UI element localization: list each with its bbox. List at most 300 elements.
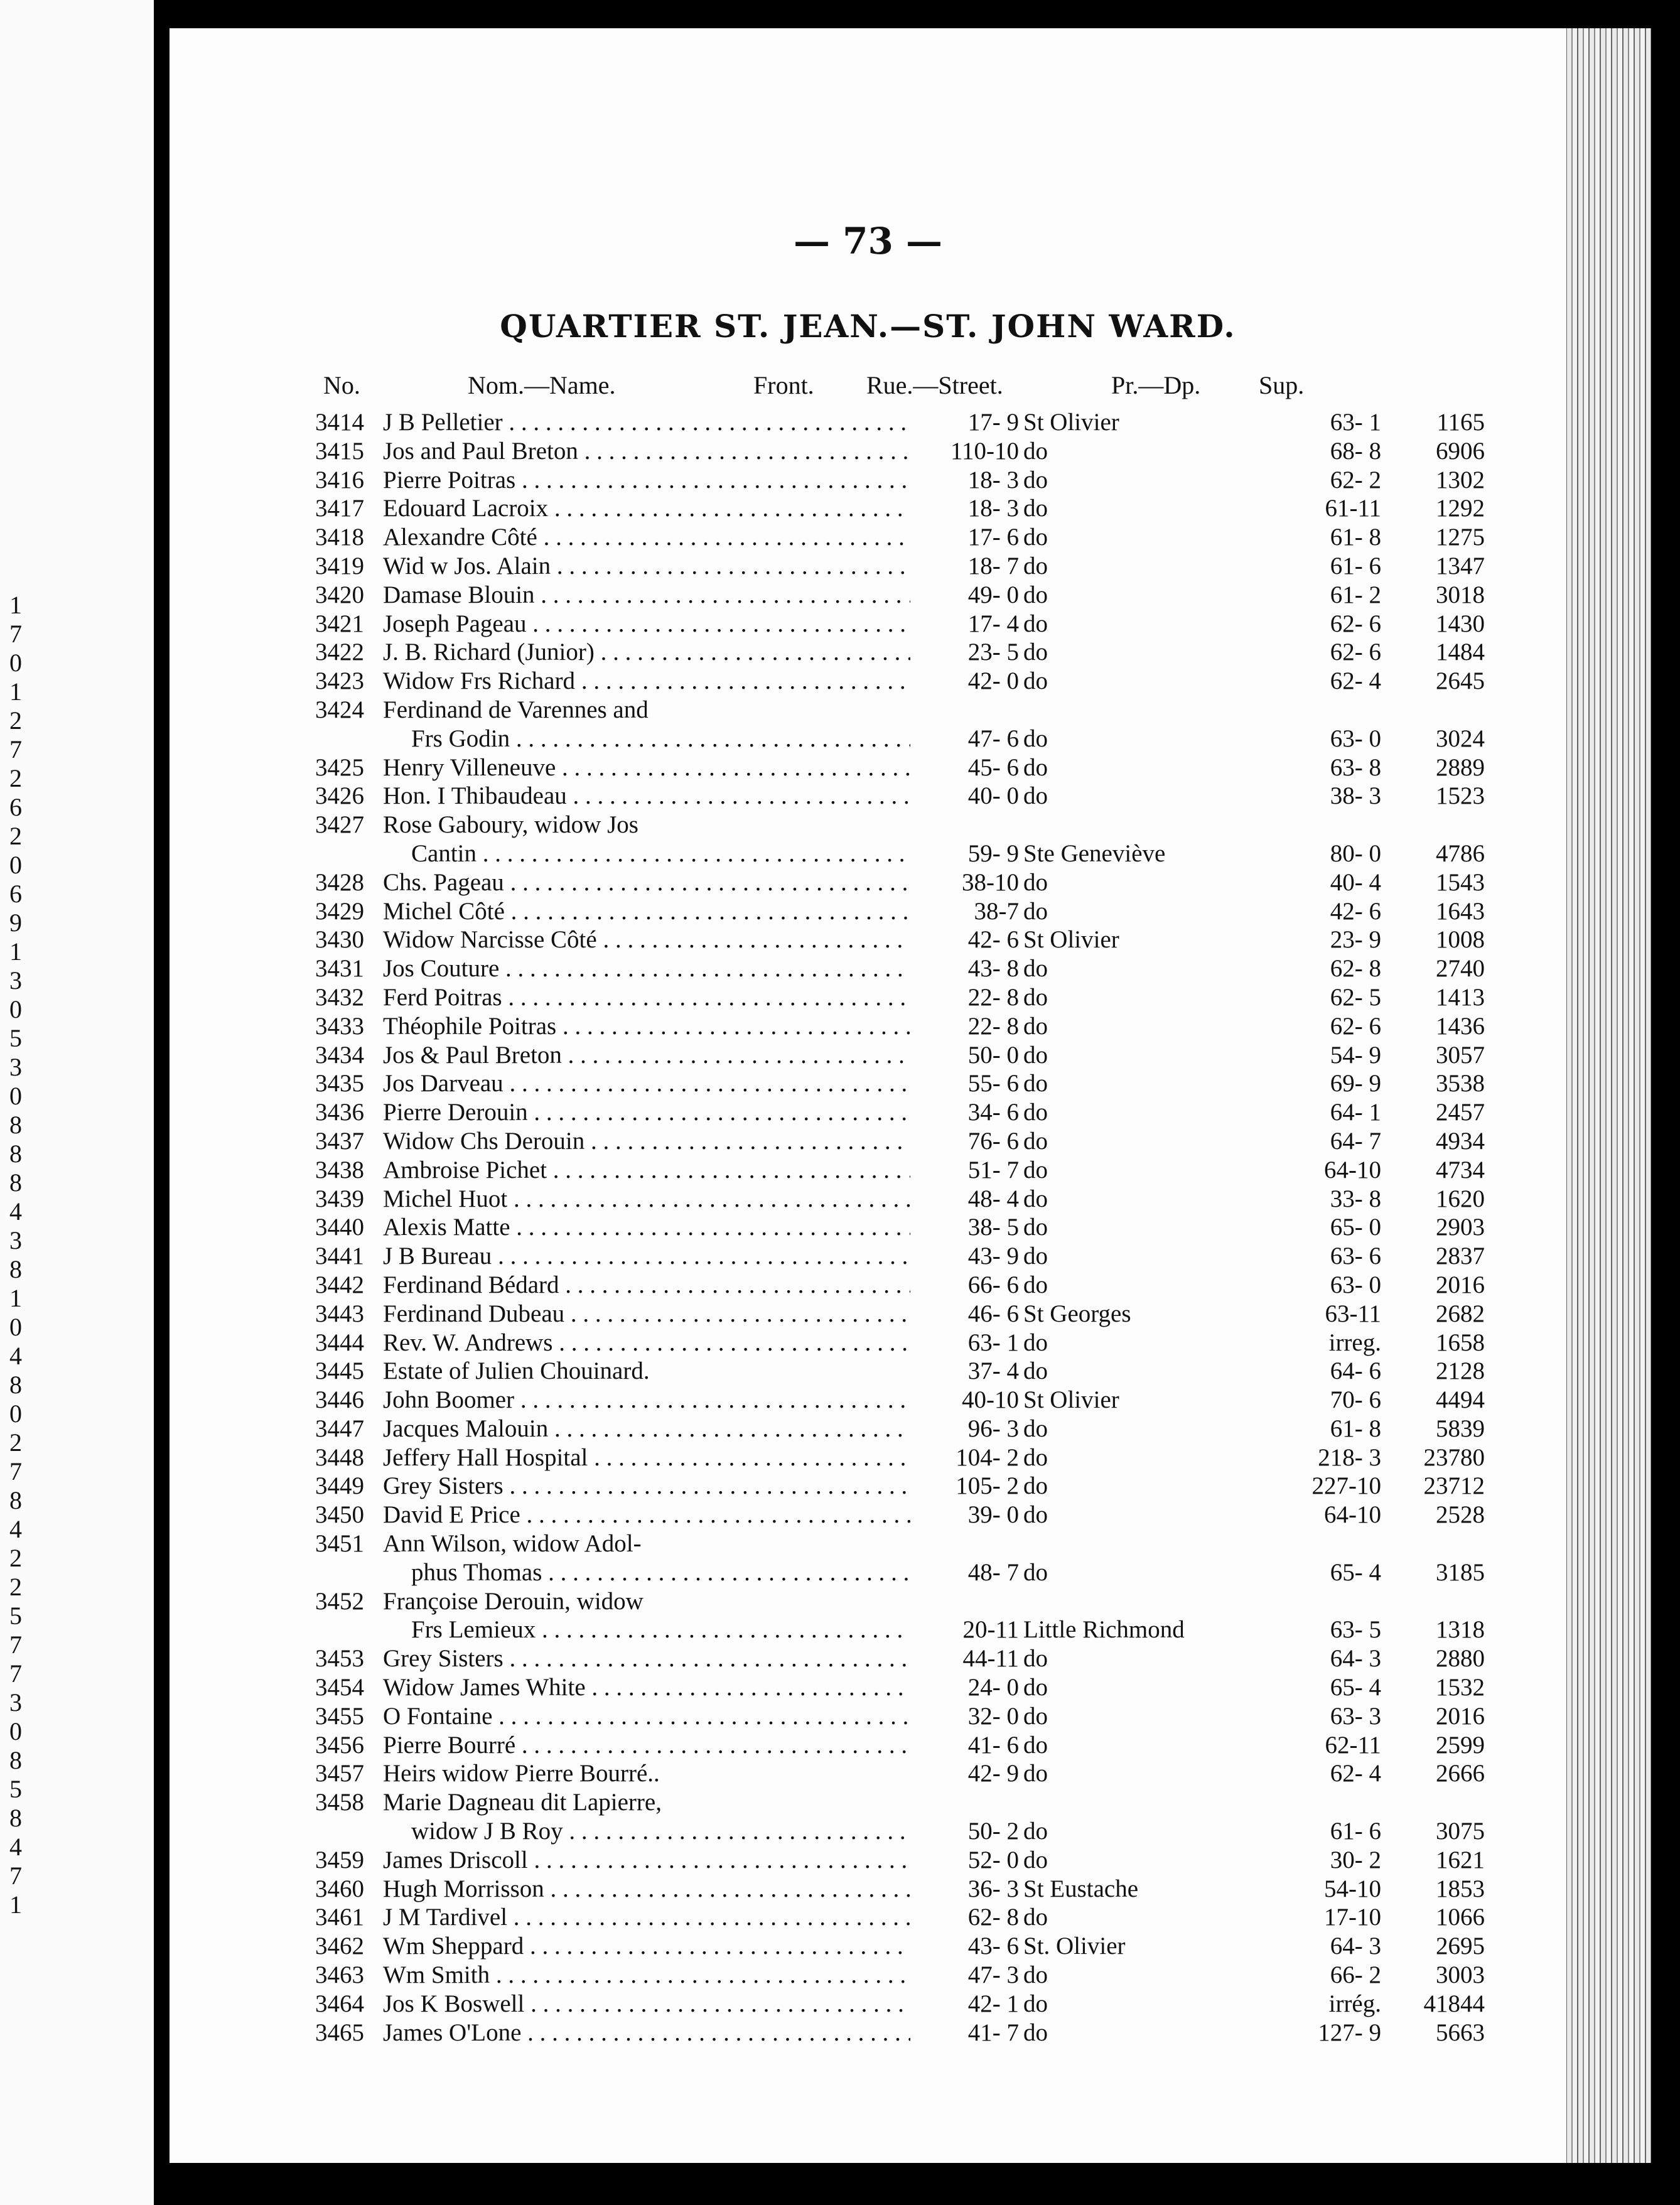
row-sup: 1275 (1436, 524, 1485, 551)
table-row (170, 1127, 1566, 1156)
table-row (170, 610, 1566, 639)
row-street: do (1023, 1846, 1048, 1873)
row-front: 37- 4 (913, 1357, 1019, 1385)
table-row (170, 1990, 1566, 2019)
row-sup: 1484 (1436, 639, 1485, 666)
row-prdp: 17-10 (1324, 1904, 1381, 1931)
table-row (170, 1615, 1566, 1644)
row-name: Joseph Pageau . . . (383, 610, 910, 638)
row-prdp: 40- 4 (1330, 868, 1381, 896)
row-sup: 1532 (1436, 1674, 1485, 1701)
row-street: do (1023, 1156, 1048, 1183)
row-sup: 2880 (1436, 1645, 1485, 1673)
table-row (170, 1443, 1566, 1472)
row-name: Henry Villeneuve . . . (383, 753, 910, 782)
row-sup: 3057 (1436, 1041, 1485, 1069)
facing-page-fragment: 7 (9, 1631, 22, 1659)
row-sup: 1620 (1436, 1185, 1485, 1212)
row-prdp: 33- 8 (1330, 1185, 1381, 1212)
table-row (170, 1069, 1566, 1098)
row-name: Grey Sisters . . . (383, 1644, 910, 1673)
row-name: Ferdinand Bédard . . . (383, 1271, 910, 1299)
row-number: 3459 (315, 1846, 364, 1873)
facing-page-fragment: 8 (9, 1168, 22, 1197)
row-front: 18- 3 (913, 466, 1019, 494)
table-row (170, 1731, 1566, 1760)
row-name: Jos Couture . . . (383, 954, 910, 983)
facing-page-fragment: 2 (9, 1573, 22, 1601)
row-number: 3439 (315, 1185, 364, 1212)
row-prdp: 62- 4 (1330, 667, 1381, 695)
table-row (170, 1386, 1566, 1415)
row-name: Pierre Derouin . . . (383, 1098, 910, 1126)
row-street: do (1023, 1702, 1048, 1730)
row-sup: 41844 (1423, 1990, 1485, 2017)
page-number: — 73 — (793, 220, 943, 262)
row-number: 3440 (315, 1214, 364, 1241)
row-street: do (1023, 1070, 1048, 1097)
row-prdp: 54- 9 (1330, 1041, 1381, 1069)
row-sup: 2128 (1436, 1357, 1485, 1385)
row-prdp: 38- 3 (1330, 782, 1381, 810)
row-front: 76- 6 (913, 1127, 1019, 1155)
row-street: do (1023, 1185, 1048, 1212)
row-name: Frs Godin . . . (383, 725, 910, 753)
column-headers (170, 370, 1566, 402)
row-sup: 2695 (1436, 1933, 1485, 1960)
row-name: Jos K Boswell . . . (383, 1990, 910, 2018)
row-front: 22- 8 (913, 1012, 1019, 1040)
row-street: do (1023, 1818, 1048, 1845)
table-row (170, 2019, 1566, 2047)
row-sup: 3003 (1436, 1961, 1485, 1989)
row-name: Rose Gaboury, widow Jos (383, 811, 638, 839)
table-row (170, 1271, 1566, 1300)
row-front: 18- 7 (913, 552, 1019, 580)
row-number: 3415 (315, 437, 364, 465)
row-street: do (1023, 1990, 1048, 2017)
facing-page-fragment: 1 (9, 591, 22, 619)
row-front: 62- 8 (913, 1903, 1019, 1931)
row-sup: 2837 (1436, 1243, 1485, 1270)
facing-page-fragment: 0 (9, 1399, 22, 1428)
property-table (170, 408, 1566, 2047)
table-row (170, 1185, 1566, 1214)
row-prdp: 64- 6 (1330, 1357, 1381, 1385)
row-prdp: 64- 1 (1330, 1099, 1381, 1126)
row-front: 20-11 (913, 1615, 1019, 1644)
row-prdp: 63- 6 (1330, 1243, 1381, 1270)
row-street: do (1023, 1443, 1048, 1471)
row-front: 22- 8 (913, 983, 1019, 1011)
row-street: do (1023, 610, 1048, 637)
facing-page-fragment: 6 (9, 880, 22, 908)
row-street: do (1023, 466, 1048, 493)
facing-page-fragment: 7 (9, 1457, 22, 1485)
facing-page-fragment: 4 (9, 1197, 22, 1226)
row-front: 34- 6 (913, 1098, 1019, 1126)
facing-page-fragment: 5 (9, 1775, 22, 1803)
table-row (170, 1472, 1566, 1501)
table-row (170, 1012, 1566, 1041)
facing-page-fragment: 3 (9, 1053, 22, 1081)
row-front: 44-11 (913, 1644, 1019, 1673)
row-street: do (1023, 1243, 1048, 1270)
table-row (170, 1817, 1566, 1846)
facing-page-fragment: 3 (9, 966, 22, 995)
row-street: do (1023, 1127, 1048, 1155)
row-name: Ann Wilson, widow Adol- (383, 1530, 642, 1558)
row-name: Jos & Paul Breton . . . (383, 1041, 910, 1069)
facing-page-fragment: 8 (9, 1746, 22, 1774)
row-number: 3416 (315, 466, 364, 493)
row-number: 3450 (315, 1501, 364, 1529)
row-front: 36- 3 (913, 1875, 1019, 1903)
row-prdp: 23- 9 (1330, 926, 1381, 954)
row-sup: 2457 (1436, 1099, 1485, 1126)
row-sup: 3075 (1436, 1818, 1485, 1845)
row-name: J M Tardivel . . . (383, 1903, 910, 1931)
row-name: Widow James White . . . (383, 1673, 910, 1701)
row-prdp: 62- 6 (1330, 639, 1381, 666)
row-front: 47- 6 (913, 725, 1019, 753)
row-street: do (1023, 1501, 1048, 1529)
row-number: 3458 (315, 1789, 364, 1816)
row-name: Ferd Poitras . . . (383, 983, 910, 1011)
row-prdp: 65- 4 (1330, 1674, 1381, 1701)
row-prdp: 30- 2 (1330, 1846, 1381, 1873)
row-front: 41- 7 (913, 2019, 1019, 2047)
table-row (170, 1415, 1566, 1443)
facing-page-fragment: 2 (9, 1544, 22, 1572)
facing-page-fragment: 7 (9, 1659, 22, 1688)
row-front: 46- 6 (913, 1300, 1019, 1328)
row-name: James O'Lone . . . (383, 2019, 910, 2047)
row-number: 3453 (315, 1645, 364, 1673)
row-front: 48- 7 (913, 1558, 1019, 1587)
row-name: Michel Côté . . . (383, 897, 910, 925)
row-name: Estate of Julien Chouinard. (383, 1357, 650, 1385)
row-street: do (1023, 897, 1048, 925)
row-street: do (1023, 1760, 1048, 1787)
facing-page-fragment: 0 (9, 995, 22, 1023)
row-street: do (1023, 1472, 1048, 1500)
table-row (170, 1242, 1566, 1271)
row-front: 17- 9 (913, 408, 1019, 436)
table-row (170, 897, 1566, 926)
table-row (170, 1501, 1566, 1529)
row-front: 43- 6 (913, 1932, 1019, 1960)
table-row (170, 696, 1566, 725)
row-prdp: 62- 6 (1330, 1012, 1381, 1040)
row-number: 3429 (315, 897, 364, 925)
row-sup: 2889 (1436, 753, 1485, 781)
row-sup: 4734 (1436, 1156, 1485, 1183)
facing-page-fragment: 5 (9, 1024, 22, 1052)
row-sup: 23780 (1423, 1443, 1485, 1471)
table-row (170, 1875, 1566, 1904)
header-street: Rue.—Street. (866, 371, 1003, 399)
row-prdp: 64-10 (1324, 1156, 1381, 1183)
row-prdp: 61- 2 (1330, 581, 1381, 608)
row-name: Wm Sheppard . . . (383, 1932, 910, 1960)
row-front: 38-7 (913, 897, 1019, 925)
table-row (170, 523, 1566, 552)
row-street: do (1023, 1271, 1048, 1298)
row-prdp: 61- 6 (1330, 552, 1381, 580)
row-prdp: 65- 4 (1330, 1558, 1381, 1586)
row-street: do (1023, 1357, 1048, 1385)
row-number: 3433 (315, 1012, 364, 1040)
row-prdp: 64- 3 (1330, 1933, 1381, 1960)
row-front: 42- 9 (913, 1759, 1019, 1787)
row-name: Hon. I Thibaudeau . . . (383, 782, 910, 810)
row-front: 45- 6 (913, 753, 1019, 782)
table-row (170, 1759, 1566, 1788)
row-number: 3448 (315, 1443, 364, 1471)
row-prdp: 62- 6 (1330, 610, 1381, 637)
facing-page-fragment: 0 (9, 1717, 22, 1745)
row-number: 3460 (315, 1875, 364, 1902)
table-row (170, 1846, 1566, 1875)
row-sup: 1543 (1436, 868, 1485, 896)
row-street: do (1023, 1961, 1048, 1989)
row-sup: 5663 (1436, 2019, 1485, 2046)
row-street: do (1023, 1731, 1048, 1759)
table-row (170, 1644, 1566, 1673)
row-name: Wm Smith . . . (383, 1961, 910, 1989)
row-sup: 2016 (1436, 1271, 1485, 1298)
row-front: 96- 3 (913, 1415, 1019, 1443)
facing-page-fragment: 3 (9, 1226, 22, 1254)
row-street: do (1023, 782, 1048, 810)
row-front: 17- 4 (913, 610, 1019, 638)
row-number: 3443 (315, 1300, 364, 1327)
table-row (170, 667, 1566, 696)
row-prdp: 64- 3 (1330, 1645, 1381, 1673)
row-street: St Georges (1023, 1300, 1131, 1327)
binding-gutter (154, 0, 170, 2205)
row-front: 42- 1 (913, 1990, 1019, 2018)
row-prdp: 227-10 (1311, 1472, 1381, 1500)
row-prdp: 63- 5 (1330, 1616, 1381, 1644)
row-sup: 4494 (1436, 1386, 1485, 1414)
row-street: do (1023, 1329, 1048, 1356)
row-front: 38- 5 (913, 1213, 1019, 1241)
row-front: 39- 0 (913, 1501, 1019, 1529)
row-name: Marie Dagneau dit Lapierre, (383, 1789, 662, 1816)
facing-page-fragment: 4 (9, 1515, 22, 1543)
row-sup: 1165 (1436, 409, 1485, 436)
row-front: 41- 6 (913, 1731, 1019, 1759)
row-number: 3456 (315, 1731, 364, 1759)
facing-page-fragment: 2 (9, 1428, 22, 1457)
row-name: Wid w Jos. Alain . . . (383, 552, 910, 580)
row-name: Michel Huot . . . (383, 1185, 910, 1213)
row-sup: 3024 (1436, 725, 1485, 752)
row-number: 3424 (315, 696, 364, 723)
table-row (170, 1213, 1566, 1242)
row-sup: 1347 (1436, 552, 1485, 580)
row-name: Chs. Pageau . . . (383, 868, 910, 897)
row-number: 3461 (315, 1904, 364, 1931)
table-row (170, 1156, 1566, 1185)
row-street: do (1023, 495, 1048, 522)
row-front: 104- 2 (913, 1443, 1019, 1472)
row-sup: 1292 (1436, 495, 1485, 522)
row-street: do (1023, 983, 1048, 1011)
facing-page-fragment: 0 (9, 649, 22, 677)
row-sup: 1523 (1436, 782, 1485, 810)
table-row (170, 1300, 1566, 1329)
row-name: Jos and Paul Breton . . . (383, 437, 910, 465)
row-street: do (1023, 1415, 1048, 1442)
row-sup: 1430 (1436, 610, 1485, 637)
row-front: 43- 9 (913, 1242, 1019, 1270)
header-front: Front. (753, 371, 814, 399)
facing-page-fragment: 2 (9, 822, 22, 850)
row-prdp: 68- 8 (1330, 437, 1381, 465)
row-sup: 1436 (1436, 1012, 1485, 1040)
header-no: No. (323, 371, 360, 399)
row-name: David E Price . . . (383, 1501, 910, 1529)
row-front: 66- 6 (913, 1271, 1019, 1299)
facing-page-fragment: 8 (9, 1486, 22, 1514)
row-prdp: 66- 2 (1330, 1961, 1381, 1989)
row-name: Damase Blouin . . . (383, 581, 910, 609)
row-prdp: 218- 3 (1318, 1443, 1381, 1471)
row-prdp: 61-11 (1325, 495, 1381, 522)
row-number: 3434 (315, 1041, 364, 1069)
row-street: Little Richmond (1023, 1616, 1185, 1644)
row-street: do (1023, 1012, 1048, 1040)
row-name: Edouard Lacroix . . . (383, 494, 910, 522)
facing-page-fragment: 1 (9, 1890, 22, 1919)
row-front: 50- 2 (913, 1817, 1019, 1845)
table-row (170, 782, 1566, 811)
row-sup: 2016 (1436, 1702, 1485, 1730)
row-sup: 1066 (1436, 1904, 1485, 1931)
row-front: 42- 6 (913, 925, 1019, 954)
row-sup: 2599 (1436, 1731, 1485, 1759)
row-front: 40- 0 (913, 782, 1019, 810)
row-number: 3464 (315, 1990, 364, 2017)
row-sup: 6906 (1436, 437, 1485, 465)
row-number: 3431 (315, 955, 364, 983)
table-row (170, 1932, 1566, 1961)
row-name: Théophile Poitras . . . (383, 1012, 910, 1040)
row-street: do (1023, 1099, 1048, 1126)
row-number: 3463 (315, 1961, 364, 1989)
row-prdp: irrég. (1328, 1990, 1381, 2017)
row-sup: 4786 (1436, 839, 1485, 867)
row-prdp: 62- 2 (1330, 466, 1381, 493)
row-number: 3428 (315, 868, 364, 896)
row-street: do (1023, 2019, 1048, 2046)
row-number: 3432 (315, 983, 364, 1011)
facing-page-fragment: 8 (9, 1255, 22, 1283)
row-number: 3454 (315, 1674, 364, 1701)
facing-page-fragment: 3 (9, 1688, 22, 1717)
row-front: 48- 4 (913, 1185, 1019, 1213)
row-prdp: 64- 7 (1330, 1127, 1381, 1155)
facing-page-fragment: 5 (9, 1602, 22, 1630)
row-name: J B Pelletier . . . (383, 408, 910, 436)
row-sup: 2666 (1436, 1760, 1485, 1787)
row-name: Alexandre Côté . . . (383, 523, 910, 551)
row-street: St Olivier (1023, 1386, 1119, 1414)
row-prdp: 62-11 (1325, 1731, 1381, 1759)
row-sup: 1658 (1436, 1329, 1485, 1356)
facing-page-fragment: 4 (9, 1833, 22, 1861)
row-prdp: 62- 5 (1330, 983, 1381, 1011)
facing-page-fragment: 0 (9, 1082, 22, 1110)
table-row (170, 839, 1566, 868)
row-name: Frs Lemieux . . . (383, 1615, 910, 1644)
table-row (170, 925, 1566, 954)
facing-page-fragment: 8 (9, 1371, 22, 1399)
table-row (170, 638, 1566, 667)
row-prdp: 70- 6 (1330, 1386, 1381, 1414)
row-number: 3421 (315, 610, 364, 637)
row-name: Rev. W. Andrews . . . (383, 1329, 910, 1357)
table-row (170, 753, 1566, 782)
row-street: do (1023, 524, 1048, 551)
row-number: 3444 (315, 1329, 364, 1356)
header-prdp: Pr.—Dp. (1111, 371, 1201, 399)
row-number: 3441 (315, 1243, 364, 1270)
table-row (170, 1329, 1566, 1357)
row-number: 3417 (315, 495, 364, 522)
row-front: 50- 0 (913, 1041, 1019, 1069)
table-row (170, 1529, 1566, 1558)
facing-page-fragment: 2 (9, 764, 22, 792)
facing-page-fragment: 8 (9, 1804, 22, 1832)
row-front: 59- 9 (913, 839, 1019, 868)
row-number: 3445 (315, 1357, 364, 1385)
facing-page-fragment: 1 (9, 937, 22, 966)
row-front: 32- 0 (913, 1702, 1019, 1730)
row-front: 42- 0 (913, 667, 1019, 695)
row-prdp: 64-10 (1324, 1501, 1381, 1529)
row-prdp: 61- 6 (1330, 1818, 1381, 1845)
row-prdp: 42- 6 (1330, 897, 1381, 925)
row-prdp: 62- 4 (1330, 1760, 1381, 1787)
row-name: Jos Darveau . . . (383, 1069, 910, 1097)
row-name: Jeffery Hall Hospital . . . (383, 1443, 910, 1472)
row-name: Hugh Morrisson . . . (383, 1875, 910, 1903)
row-name: Pierre Bourré . . . (383, 1731, 910, 1759)
row-front: 38-10 (913, 868, 1019, 897)
row-number: 3426 (315, 782, 364, 810)
row-front: 105- 2 (913, 1472, 1019, 1500)
table-row (170, 725, 1566, 753)
table-row (170, 466, 1566, 495)
table-row (170, 811, 1566, 839)
table-row (170, 494, 1566, 523)
row-prdp: 63- 8 (1330, 753, 1381, 781)
row-number: 3427 (315, 811, 364, 839)
row-name: Pierre Poitras . . . (383, 466, 910, 494)
table-row (170, 1702, 1566, 1731)
row-front: 47- 3 (913, 1961, 1019, 1989)
facing-page-fragment: 4 (9, 1342, 22, 1370)
row-prdp: 63- 3 (1330, 1702, 1381, 1730)
row-street: do (1023, 1645, 1048, 1673)
facing-page-fragment: 1 (9, 677, 22, 706)
row-street: do (1023, 725, 1048, 752)
row-number: 3451 (315, 1530, 364, 1558)
